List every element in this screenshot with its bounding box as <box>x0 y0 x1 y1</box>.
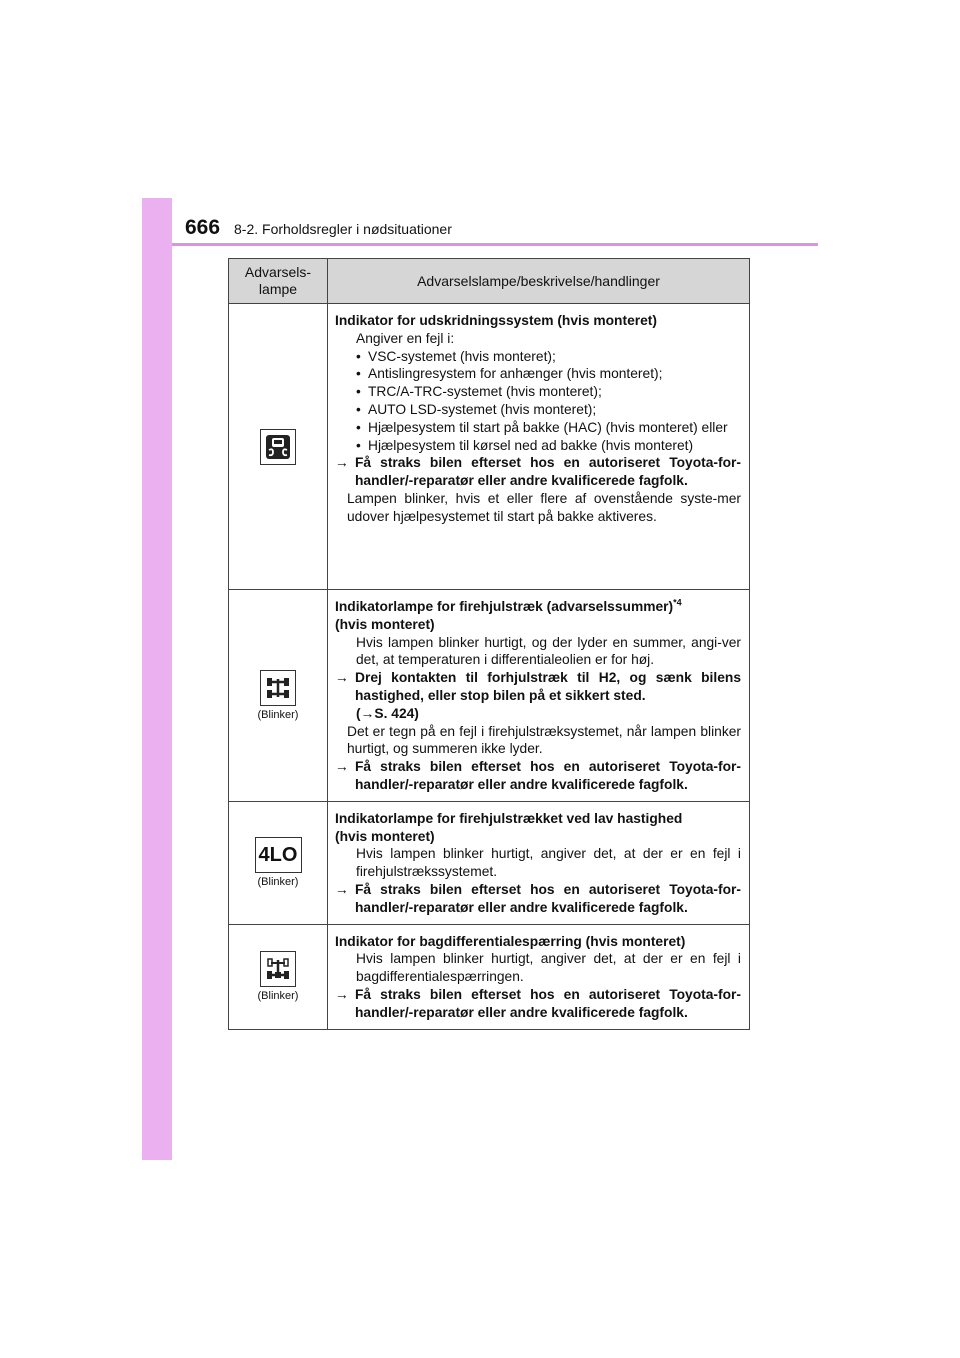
row-paragraph: Hvis lampen blinker hurtigt, angiver det, at der er en fejl i bagdifferentialespærringen. <box>356 951 741 985</box>
row-paragraph: Hvis lampen blinker hurtigt, angiver det, at der er en fejl i firehjulstrækssystemet. <box>356 846 741 880</box>
row-title-2: (hvis monteret) <box>335 616 435 632</box>
col-header-lamp-line2: lampe <box>258 281 298 297</box>
arrow-icon: → <box>335 759 349 775</box>
side-color-band <box>142 198 172 1160</box>
row-title: Indikatorlampe for firehjulstrækket ved lav hastighed <box>335 810 683 826</box>
col-header-desc: Advarselslampe/beskrivelse/handlinger <box>328 259 750 304</box>
blinker-label: (Blinker) <box>257 708 299 721</box>
row-paragraph: Hvis lampen blinker hurtigt, og der lyder en summer, angi-ver det, at temperaturen i differentialeolien er for høj. <box>356 634 741 668</box>
action-line: → Få straks bilen efterset hos en autoriseret Toyota-for-handler/-reparatør eller andre kvalificerede fagfolk. <box>335 881 741 915</box>
table-header-row <box>229 259 750 304</box>
table-row <box>229 801 750 924</box>
row-title: Indikatorlampe for firehjulstræk (advarselssummer)$^{*4}$ <box>335 597 682 614</box>
section-title: 8-2. Forholdsregler i nødsituationer <box>234 221 452 237</box>
row-title-2: (hvis monteret) <box>335 828 435 844</box>
lamp-cell <box>229 590 328 802</box>
blinker-label: (Blinker) <box>257 876 299 889</box>
page-number: 666 <box>185 216 221 239</box>
rear-diff-lock-icon <box>260 951 296 987</box>
row-title: Indikator for bagdifferentialespærring (hvis monteret) <box>335 933 686 949</box>
footnote-ref: *4 <box>673 597 682 608</box>
arrow-icon: → <box>335 670 349 686</box>
header-rule <box>172 243 818 246</box>
col-header-lamp <box>229 259 328 304</box>
action-line: → Få straks bilen efterset hos en autoriseret Toyota-for-handler/-reparatør eller andre kvalificerede fagfolk. <box>335 986 741 1020</box>
lamp-cell <box>229 924 328 1029</box>
lamp-cell <box>229 304 328 590</box>
row-note: Lampen blinker, hvis et eller flere af ovenstående syste-mer udover hjælpesystemet til start på bakke aktiveres. <box>347 490 741 524</box>
action-line: → Få straks bilen efterset hos en autoriseret Toyota-for-handler/-reparatør eller andre kvalificerede fagfolk. <box>335 455 741 489</box>
row-title: Indikator for udskridningssystem (hvis monteret) <box>335 313 657 328</box>
action-line: → Få straks bilen efterset hos en autoriseret Toyota-for-handler/-reparatør eller andre kvalificerede fagfolk. <box>335 759 741 792</box>
table-row <box>229 304 750 590</box>
table-row <box>229 924 750 1029</box>
bullet-item: • VSC-systemet (hvis monteret); <box>356 348 556 364</box>
blinker-label: (Blinker) <box>257 990 299 1003</box>
slip-indicator-icon <box>260 429 296 465</box>
4wd-indicator-icon <box>260 670 296 706</box>
lamp-cell <box>229 801 328 924</box>
arrow-icon: → <box>360 705 375 721</box>
bullet-item: • TRC/A-TRC-systemet (hvis monteret); <box>356 384 602 400</box>
bullet-item: • Hjælpesystem til kørsel ned ad bakke (hvis monteret) <box>356 437 694 453</box>
4lo-indicator-icon <box>255 837 302 873</box>
action-line: → Drej kontakten til forhjulstræk til H2, og sænk bilens hastighed, eller stop bilen på et sikkert sted. <box>335 670 741 703</box>
4lo-text: 4LO <box>258 844 298 867</box>
arrow-icon: → <box>335 986 349 1002</box>
table-row <box>229 590 750 802</box>
description-cell <box>328 924 750 1029</box>
bullet-item: • AUTO LSD-systemet (hvis monteret); <box>356 401 597 417</box>
row-intro: Angiver en fejl i: <box>356 330 455 346</box>
bullet-item: • Antislingresystem for anhænger (hvis monteret); <box>356 366 663 382</box>
warning-table <box>228 258 750 1030</box>
row-paragraph: Det er tegn på en fejl i firehjulstræksystemet, når lampen blinker hurtigt, og summeren ikke lyder. <box>347 723 741 757</box>
description-cell <box>328 304 750 590</box>
description-cell <box>328 590 750 802</box>
arrow-icon: → <box>335 881 349 897</box>
arrow-icon: → <box>335 455 349 471</box>
bullet-item: • Hjælpesystem til start på bakke (HAC) (hvis monteret) eller <box>356 419 728 435</box>
description-cell <box>328 801 750 924</box>
col-header-lamp-line1: Advarsels- <box>244 264 312 280</box>
page-reference: (→S. 424) <box>356 705 419 721</box>
